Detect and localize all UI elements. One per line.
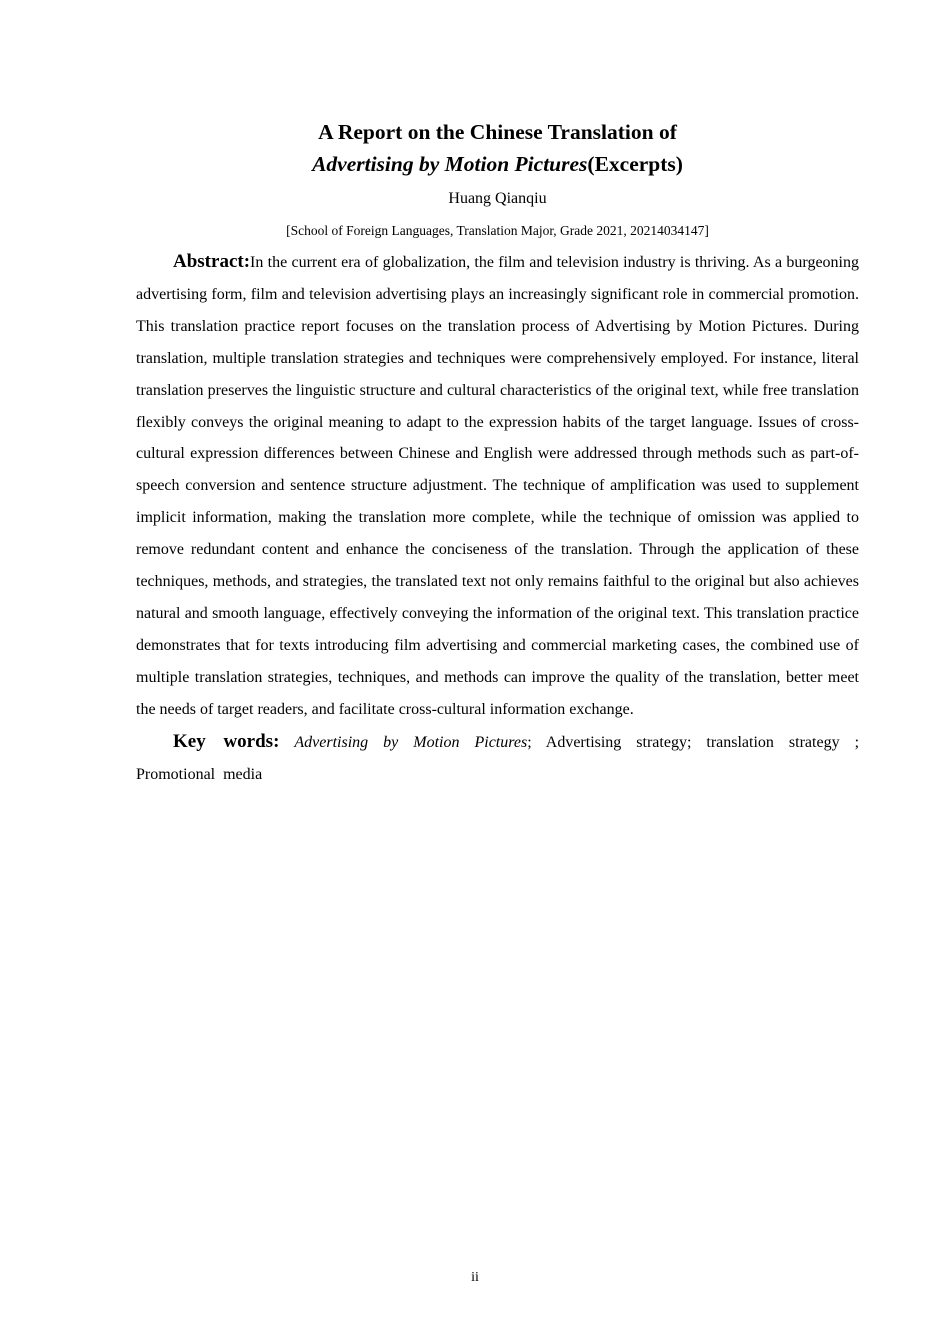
author-affiliation: [School of Foreign Languages, Translation Major, Grade 2021, 20214034147] (286, 223, 709, 238)
page-number: ii (471, 1270, 479, 1285)
keyword-book-name: Advertising by Motion Pictures (294, 733, 528, 751)
keywords-paragraph (136, 726, 859, 791)
abstract-paragraph (136, 246, 859, 726)
title-line-2 (136, 148, 859, 180)
title-suffix: (Excerpts) (587, 152, 683, 176)
title-line-1: A Report on the Chinese Translation of (318, 120, 677, 144)
keywords-rest: ; Advertising strategy; translation strategy ; Promotional media (136, 733, 860, 783)
abstract-text: In the current era of globalization, the film and television industry is thriving. As a burgeoning advertising form, film and television advertising plays an increasingly significant role in commercial promotion. This translation practice report focuses on the translation process of Advertising by Motion Pictures. During translation, multiple translation strategies and techniques were comprehensively employed. For instance, literal translation preserves the linguistic structure and cultural characteristics of the original text, while free translation flexibly conveys the original meaning to adapt to the expression habits of the target language. Issues of cross-cultural expression differences between Chinese and English were addressed through methods such as part-of-speech conversion and sentence structure adjustment. The technique of amplification was used to supplement implicit information, making the translation more complete, while the technique of omission was applied to remove redundant content and enhance the conciseness of the translation. Through the application of these techniques, methods, and strategies, the translated text not only remains faithful to the original but also achieves natural and smooth language, effectively conveying the information of the original text. This translation practice demonstrates that for texts introducing film advertising and commercial marketing cases, the combined use of multiple translation strategies, techniques, and methods can improve the quality of the translation, better meet the needs of target readers, and facilitate cross-cultural information exchange. (136, 254, 859, 718)
title-book-name: Advertising by Motion Pictures (312, 152, 588, 176)
abstract-label: Abstract: (173, 251, 251, 272)
document-page (136, 116, 859, 790)
author-name: Huang Qianqiu (448, 190, 547, 207)
keywords-label: Key words: (173, 730, 280, 752)
